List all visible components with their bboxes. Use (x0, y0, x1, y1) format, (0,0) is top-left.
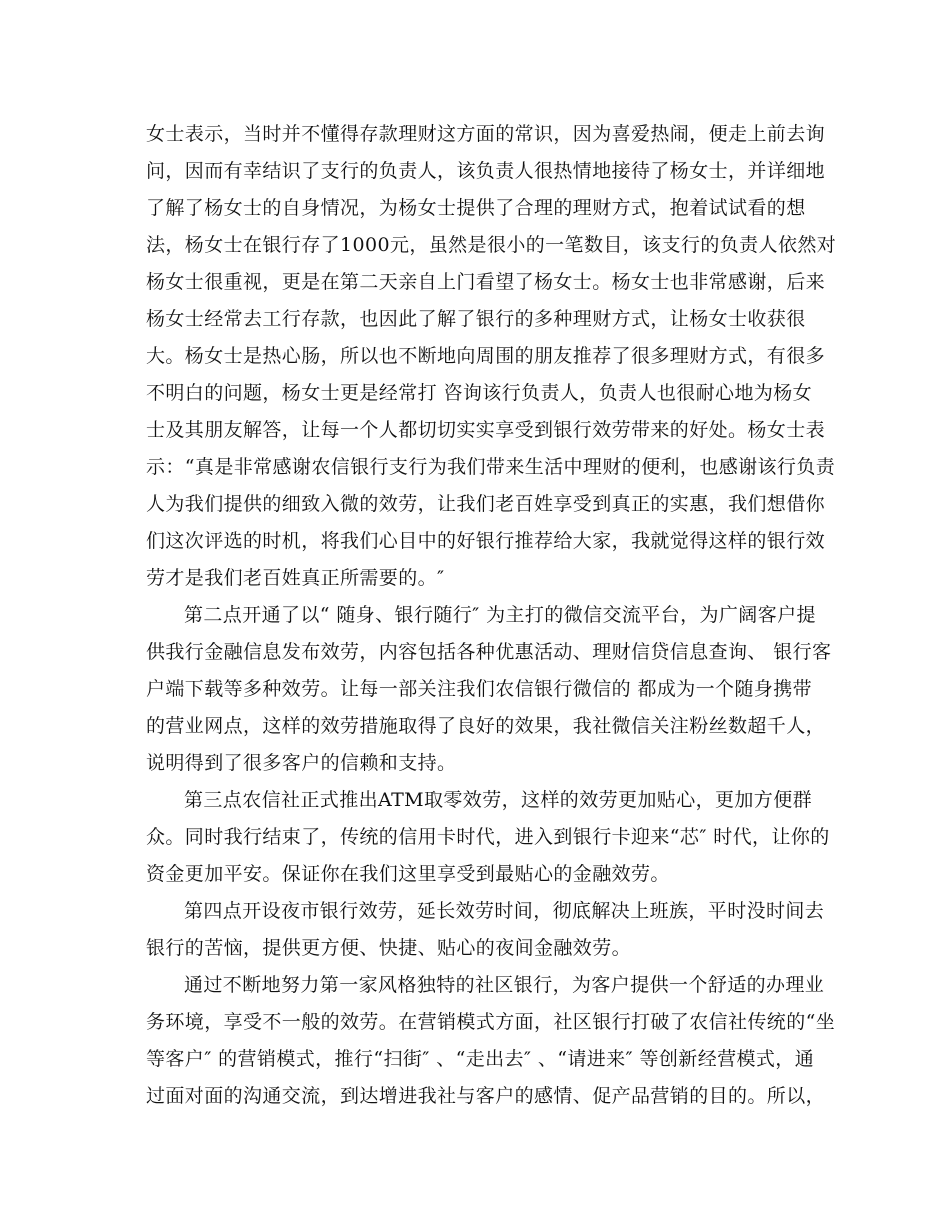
paragraph-start-line: 通过不断地努力第一家风格独特的社区银行，为客户提供一个舒适的办理业 (184, 974, 825, 996)
text-line: 说明得到了很多客户的信赖和支持。 (146, 752, 457, 774)
text-line: 们这次评选的时机，将我们心目中的好银行推荐给大家，我就觉得这样的银行效 (146, 530, 826, 552)
text-line: 士及其朋友解答，让每一个人都切切实实享受到银行效劳带来的好处。杨女士表 (146, 419, 826, 441)
text-line: 的营业网点，这样的效劳措施取得了良好的效果，我社微信关注粉丝数超千人， (146, 715, 826, 737)
text-line: 过面对面的沟通交流，到达增进我社与客户的感情、促产品营销的目的。所以， (146, 1085, 826, 1107)
text-line: 不明白的问题，杨女士更是经常打 咨询该行负责人，负责人也很耐心地为杨女 (146, 382, 813, 404)
text-line: 户端下载等多种效劳。让每一部关注我们农信银行微信的 都成为一个随身携带 (146, 678, 813, 700)
text-line: 劳才是我们老百姓真正所需要的。″ (146, 567, 445, 589)
text-line: 资金更加平安。保证你在我们这里享受到最贴心的金融效劳。 (146, 863, 670, 885)
paragraph-start-line: 第四点开设夜市银行效劳，延长效劳时间，彻底解决上班族，平时没时间去 (184, 900, 825, 922)
text-line: 务环境，享受不一般的效劳。在营销模式方面，社区银行打破了农信社传统的“坐 (146, 1011, 836, 1033)
text-line: 杨女士很重视，更是在第二天亲自上门看望了杨女士。杨女士也非常感谢，后来 (146, 271, 826, 293)
text-line: 问，因而有幸结识了支行的负责人，该负责人很热情地接待了杨女士，并详细地 (146, 160, 826, 182)
paragraph-start-line: 第三点农信社正式推出ATM取零效劳，这样的效劳更加贴心，更加方便群 (184, 789, 813, 811)
body-text (146, 116, 837, 1115)
text-line: 法，杨女士在银行存了1000元，虽然是很小的一笔数目，该支行的负责人依然对 (146, 234, 837, 256)
text-line: 示：“真是非常感谢农信银行支行为我们带来生活中理财的便利，也感谢该行负责 (146, 456, 836, 478)
text-line: 人为我们提供的细致入微的效劳，让我们老百姓享受到真正的实惠，我们想借你 (146, 493, 826, 515)
text-line: 杨女士经常去工行存款，也因此了解了银行的多种理财方式，让杨女士收获很 (146, 308, 806, 330)
text-line: 供我行金融信息发布效劳，内容包括各种优惠活动、理财信贷信息查询、 银行客 (146, 641, 832, 663)
text-line: 了解了杨女士的自身情况，为杨女士提供了合理的理财方式，抱着试试看的想 (146, 197, 806, 219)
text-line: 等客户″ 的营销模式，推行“扫街″ 、“走出去″ 、“请进来″ 等创新经营模式，通 (146, 1048, 815, 1070)
text-line: 众。同时我行结束了，传统的信用卡时代，进入到银行卡迎来“芯″ 时代，让你的 (146, 826, 830, 848)
text-line: 女士表示，当时并不懂得存款理财这方面的常识，因为喜爱热闹，便走上前去询 (146, 123, 826, 145)
text-line: 大。杨女士是热心肠，所以也不断地向周围的朋友推荐了很多理财方式，有很多 (146, 345, 826, 367)
text-line: 银行的苦恼，提供更方便、快捷、贴心的夜间金融效劳。 (146, 937, 632, 959)
paragraph-start-line: 第二点开通了以“ 随身、银行随行″ 为主打的微信交流平台，为广阔客户提 (184, 604, 816, 626)
